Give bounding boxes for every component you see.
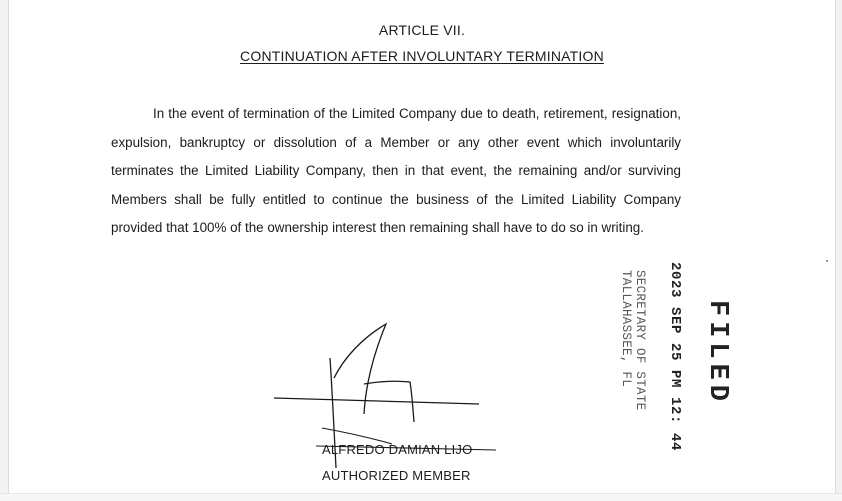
filed-stamp-datetime: 2023 SEP 25 PM 12: 44	[667, 262, 683, 452]
article-heading: ARTICLE VII.	[378, 22, 466, 38]
signatory-name: ALFREDO DAMIAN LIJO	[322, 442, 473, 457]
filed-stamp-office	[619, 270, 647, 410]
document-page	[8, 0, 836, 493]
filed-stamp-office-line1: SECRETARY OF STATE	[633, 270, 647, 411]
section-heading: CONTINUATION AFTER INVOLUNTARY TERMINATION	[240, 48, 604, 64]
filed-stamp: FILED	[702, 300, 732, 407]
article-body-paragraph: In the event of termination of the Limited Company due to death, retirement, resignation, expulsion, bankruptcy or dissolution of a Member or any other event which involuntarily terminates the Limited Liability Company, then in that event, the remaining and/or surviving Members shall be fully entitled to continue the business of the Limited Liability Company provided that 100% of the ownership interest then remaining shall have to do so in writing.	[111, 106, 681, 236]
signatory-title: AUTHORIZED MEMBER	[322, 468, 471, 483]
margin-mark	[826, 260, 828, 262]
filed-stamp-office-line2: TALLAHASSEE, FL	[619, 270, 633, 388]
